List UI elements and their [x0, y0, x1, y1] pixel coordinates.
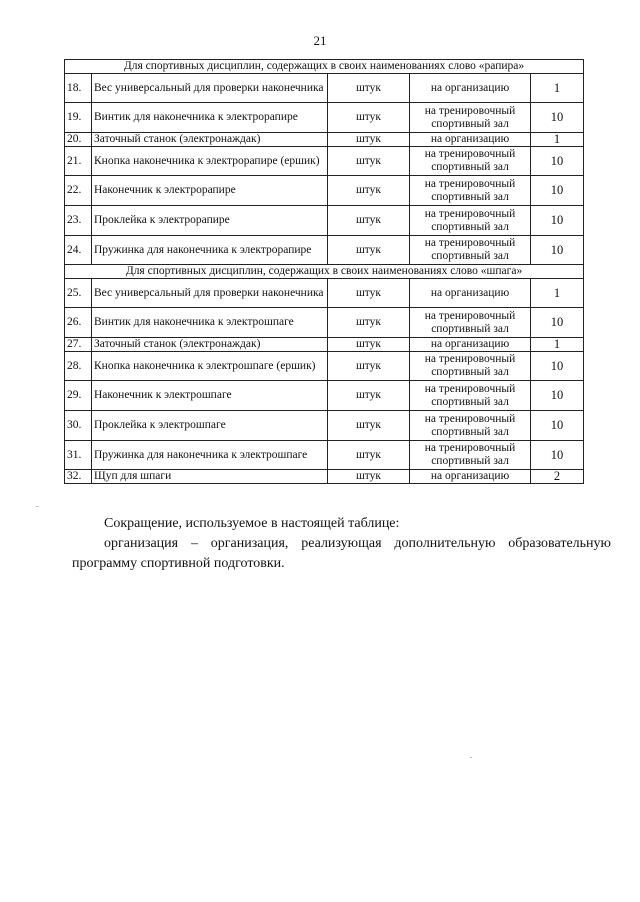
- item-place: на тренировочный спортивный зал: [410, 381, 531, 411]
- item-name: Кнопка наконечника к электрошпаге (ершик): [92, 352, 328, 381]
- row-number: 21.: [65, 147, 92, 176]
- item-place: на тренировочный спортивный зал: [410, 147, 531, 176]
- item-name: Заточный станок (электронаждак): [92, 338, 328, 352]
- item-place: на организацию: [410, 470, 531, 484]
- section-title-epee: Для спортивных дисциплин, содержащих в своих наименованиях слово «шпага»: [65, 265, 584, 279]
- table-row: [65, 236, 584, 265]
- item-place: на тренировочный спортивный зал: [410, 236, 531, 265]
- item-name: Заточный станок (электронаждак): [92, 133, 328, 147]
- table-row: [65, 470, 584, 484]
- table-row: [65, 74, 584, 103]
- item-name: Наконечник к электрошпаге: [92, 381, 328, 411]
- item-name: Кнопка наконечника к электрорапире (ершик): [92, 147, 328, 176]
- item-name: Пружинка для наконечника к электрорапире: [92, 236, 328, 265]
- item-name: Проклейка к электрорапире: [92, 206, 328, 236]
- row-number: 29.: [65, 381, 92, 411]
- equipment-table: [64, 59, 584, 484]
- table-row: [65, 338, 584, 352]
- row-number: 22.: [65, 176, 92, 206]
- item-quantity: 10: [531, 147, 584, 176]
- row-number: 20.: [65, 133, 92, 147]
- item-unit: штук: [328, 441, 410, 470]
- item-quantity: 10: [531, 441, 584, 470]
- item-quantity: 10: [531, 103, 584, 133]
- item-quantity: 10: [531, 308, 584, 338]
- item-unit: штук: [328, 352, 410, 381]
- item-unit: штук: [328, 279, 410, 308]
- row-number: 30.: [65, 411, 92, 441]
- table-row: [65, 206, 584, 236]
- row-number: 19.: [65, 103, 92, 133]
- item-name: Винтик для наконечника к электрошпаге: [92, 308, 328, 338]
- item-unit: штук: [328, 147, 410, 176]
- section-header-row: [65, 60, 584, 74]
- item-place: на тренировочный спортивный зал: [410, 441, 531, 470]
- row-number: 26.: [65, 308, 92, 338]
- item-unit: штук: [328, 103, 410, 133]
- item-quantity: 10: [531, 206, 584, 236]
- section-title-rapier: Для спортивных дисциплин, содержащих в своих наименованиях слово «рапира»: [65, 60, 584, 74]
- item-unit: штук: [328, 338, 410, 352]
- row-number: 32.: [65, 470, 92, 484]
- item-name: Щуп для шпаги: [92, 470, 328, 484]
- item-quantity: 10: [531, 381, 584, 411]
- scan-speck: [470, 757, 472, 758]
- item-name: Винтик для наконечника к электрорапире: [92, 103, 328, 133]
- row-number: 28.: [65, 352, 92, 381]
- row-number: 23.: [65, 206, 92, 236]
- item-quantity: 1: [531, 74, 584, 103]
- item-name: Вес универсальный для проверки наконечника: [92, 279, 328, 308]
- item-quantity: 10: [531, 352, 584, 381]
- item-place: на тренировочный спортивный зал: [410, 176, 531, 206]
- page-number: 21: [313, 33, 327, 48]
- item-place: на тренировочный спортивный зал: [410, 206, 531, 236]
- item-quantity: 10: [531, 176, 584, 206]
- item-place: на организацию: [410, 338, 531, 352]
- item-place: на организацию: [410, 133, 531, 147]
- table-row: [65, 103, 584, 133]
- item-unit: штук: [328, 236, 410, 265]
- item-quantity: 1: [531, 279, 584, 308]
- item-name: Наконечник к электрорапире: [92, 176, 328, 206]
- item-unit: штук: [328, 308, 410, 338]
- item-quantity: 1: [531, 133, 584, 147]
- item-place: на тренировочный спортивный зал: [410, 308, 531, 338]
- table-row: [65, 176, 584, 206]
- item-place: на тренировочный спортивный зал: [410, 411, 531, 441]
- item-unit: штук: [328, 381, 410, 411]
- item-place: на организацию: [410, 74, 531, 103]
- row-number: 18.: [65, 74, 92, 103]
- item-name: Пружинка для наконечника к электрошпаге: [92, 441, 328, 470]
- table-row: [65, 411, 584, 441]
- table-row: [65, 279, 584, 308]
- abbreviation-definition: организация – организация, реализующая дополнительную образовательную программу спортивной подготовки.: [72, 536, 611, 571]
- row-number: 27.: [65, 338, 92, 352]
- table-row: [65, 308, 584, 338]
- abbreviation-note: [72, 514, 611, 574]
- section-header-row: [65, 265, 584, 279]
- item-quantity: 10: [531, 411, 584, 441]
- item-place: на тренировочный спортивный зал: [410, 103, 531, 133]
- table-row: [65, 441, 584, 470]
- item-quantity: 1: [531, 338, 584, 352]
- item-unit: штук: [328, 176, 410, 206]
- table-row: [65, 133, 584, 147]
- item-quantity: 10: [531, 236, 584, 265]
- item-unit: штук: [328, 411, 410, 441]
- table-row: [65, 352, 584, 381]
- item-unit: штук: [328, 74, 410, 103]
- row-number: 25.: [65, 279, 92, 308]
- item-unit: штук: [328, 133, 410, 147]
- row-number: 31.: [65, 441, 92, 470]
- item-place: на организацию: [410, 279, 531, 308]
- row-number: 24.: [65, 236, 92, 265]
- item-name: Проклейка к электрошпаге: [92, 411, 328, 441]
- scan-speck: [36, 506, 38, 507]
- abbreviation-intro: Сокращение, используемое в настоящей таблице:: [104, 516, 400, 531]
- item-place: на тренировочный спортивный зал: [410, 352, 531, 381]
- item-unit: штук: [328, 470, 410, 484]
- item-unit: штук: [328, 206, 410, 236]
- item-name: Вес универсальный для проверки наконечника: [92, 74, 328, 103]
- table-row: [65, 147, 584, 176]
- item-quantity: 2: [531, 470, 584, 484]
- table-row: [65, 381, 584, 411]
